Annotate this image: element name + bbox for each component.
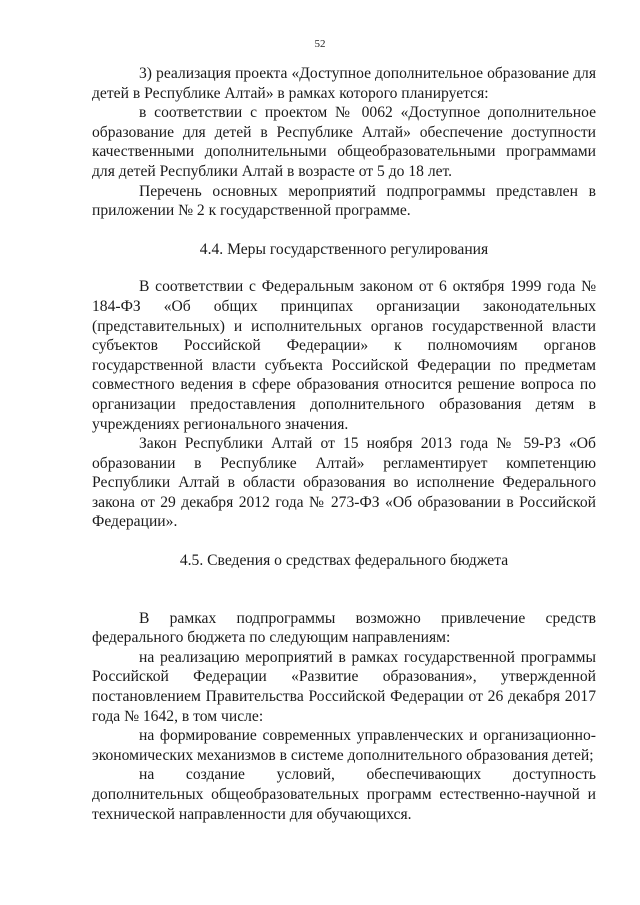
paragraph-regional-law-59: Закон Республики Алтай от 15 ноября 2013 года № 59-РЗ «Об образовании в Республике Алтай» регламентирует компетенцию Республики Алтай в области образования во исполнение Федерального закона от 29 декабря 2012 года № 273-ФЗ «Об образовании в Российской Федерации». xyxy=(92,435,596,531)
section-heading-4-4: 4.4. Меры государственного регулирования xyxy=(199,240,489,258)
paragraph-management-mechanisms: на формирование современных управленческих и организационно-экономических механизмов в системе дополнительного образования детей; xyxy=(92,727,596,764)
document-body xyxy=(92,64,596,824)
section-heading-4-5: 4.5. Сведения о средствах федерального бюджета xyxy=(179,552,509,570)
paragraph-project-3: 3) реализация проекта «Доступное дополнительное образование для детей в Республике Алтай» в рамках которого планируется: xyxy=(92,65,596,102)
paragraph-project-0062: в соответствии с проектом № 0062 «Доступное дополнительное образование для детей в Республике Алтай» обеспечение доступности качественными дополнительными общеобразовательными программами для детей Республики Алтай в возрасте от 5 до 18 лет. xyxy=(92,104,596,180)
page-number: 52 xyxy=(314,38,326,50)
paragraph-state-program: на реализацию мероприятий в рамках государственной программы Российской Федерации «Развитие образования», утвержденной постановлением Правительства Российской Федерации от 26 декабря 2017 года № 1642, в том числе: xyxy=(92,648,596,725)
paragraph-accessibility-conditions: на создание условий, обеспечивающих доступность дополнительных общеобразовательных программ естественно-научной и технической направленности для обучающихся. xyxy=(92,766,596,823)
paragraph-federal-law-184: В соответствии с Федеральным законом от 6 октября 1999 года № 184-ФЗ «Об общих принципах организации законодательных (представительных) и исполнительных органов государственной власти субъектов Российской Федерации» к полномочиям органов государственной власти субъекта Российской Федерации по предметам совместного ведения в сфере образования относится решение вопроса по организации предоставления дополнительного образования детям в учреждениях регионального значения. xyxy=(92,278,596,433)
paragraph-federal-budget-intro: В рамках подпрограммы возможно привлечение средств федерального бюджета по следующим направлениям: xyxy=(92,609,596,647)
paragraph-activities-list: Перечень основных мероприятий подпрограммы представлен в приложении № 2 к государственной программе. xyxy=(92,182,596,220)
